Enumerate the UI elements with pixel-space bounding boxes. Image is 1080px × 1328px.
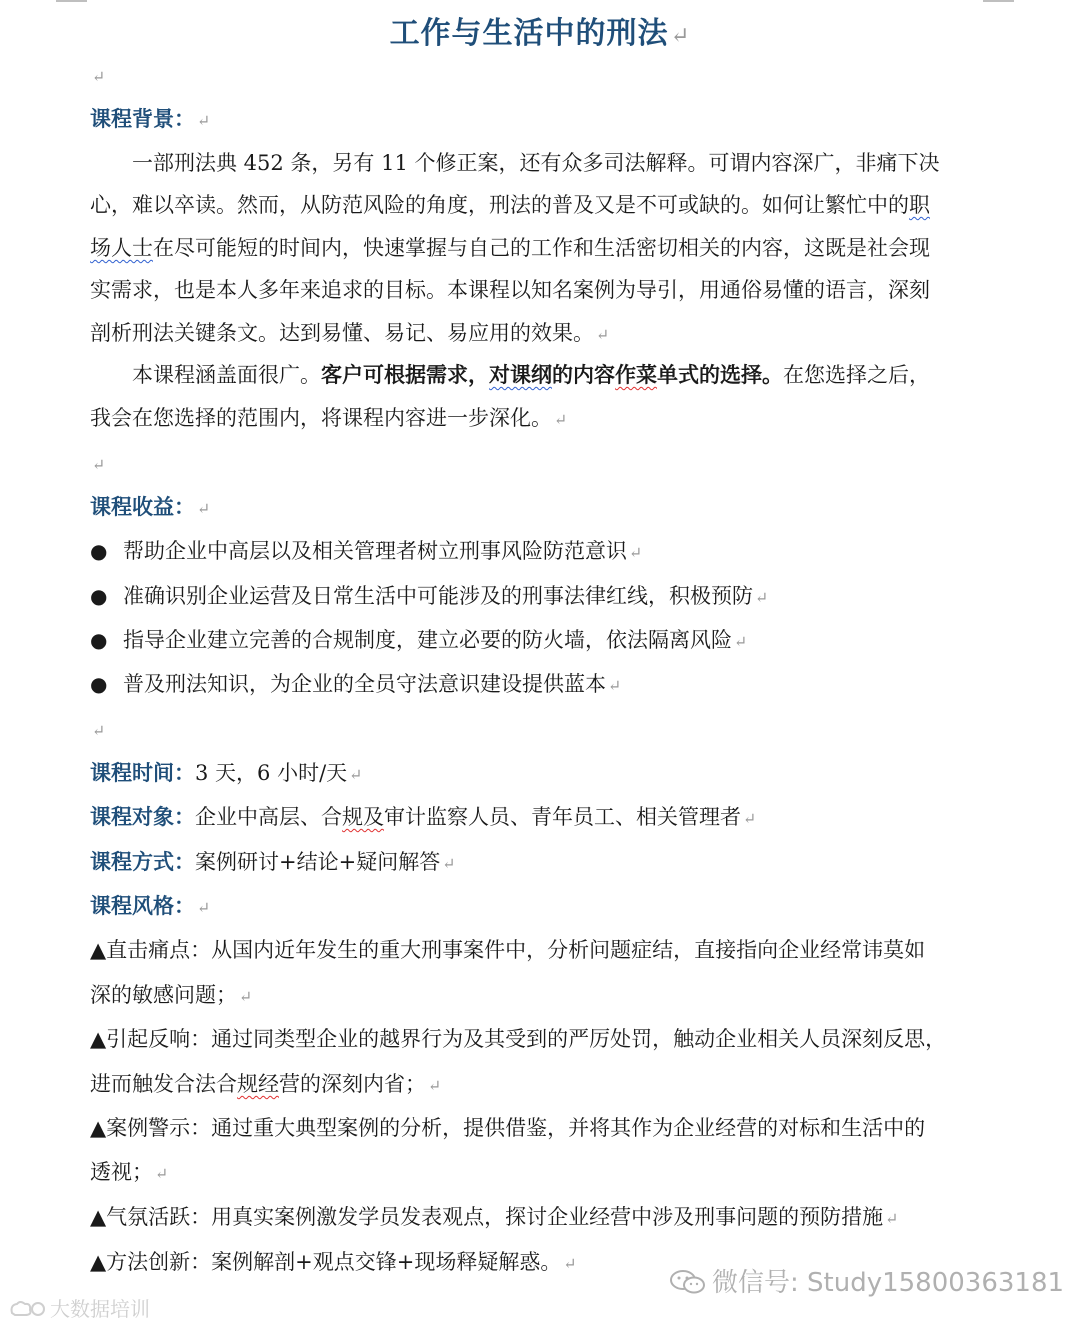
- style-item-line: 深的敏感问题； ↵: [90, 983, 253, 1007]
- paragraph-mark: ↵: [197, 898, 211, 917]
- paragraph-mark: ↵: [197, 499, 211, 518]
- benefit-item: ● 普及刑法知识，为企业的全员守法意识建设提供蓝本 ↵: [90, 669, 990, 701]
- paragraph-mark: ↵: [670, 23, 691, 49]
- site-watermark: 大数据培训: [8, 1293, 150, 1322]
- paragraph-mark: ↵: [92, 455, 106, 474]
- document-title: 工作与生活中的刑法↵: [389, 16, 691, 51]
- background-paragraph-line: 我会在您选择的范围内，将课程内容进一步深化。 ↵: [90, 406, 568, 430]
- style-item-line: ▲直击痛点：从国内近年发生的重大刑事案件中，分析问题症结，直接指向企业经常讳莫如: [90, 938, 926, 962]
- paragraph-mark: ↵: [428, 1076, 442, 1095]
- style-item-line: ▲方法创新：案例解剖+观点交锋+现场释疑解惑。 ↵: [90, 1250, 577, 1274]
- wechat-watermark: 微信号: Study15800363181: [668, 1262, 1064, 1299]
- background-paragraph-line: 场人士在尽可能短的时间内，快速掌握与自己的工作和生活密切相关的内容，这既是社会现: [90, 236, 930, 260]
- site-logo-icon: [8, 1299, 46, 1319]
- benefit-item: ● 帮助企业中高层以及相关管理者树立刑事风险防范意识 ↵: [90, 536, 990, 568]
- paragraph-mark: ↵: [349, 765, 363, 784]
- paragraph-mark: ↵: [608, 676, 622, 695]
- paragraph-mark: ↵: [563, 1254, 577, 1273]
- paragraph-mark: ↵: [92, 67, 106, 86]
- empty-paragraph: [90, 448, 990, 480]
- bullet-icon: ●: [90, 628, 108, 652]
- background-paragraph-line: 本课程涵盖面很广。客户可根据需求，对课纲的内容作菜单式的选择。在您选择之后，: [132, 362, 930, 387]
- bullet-icon: ●: [90, 672, 108, 696]
- paragraph-mark: ↵: [743, 809, 757, 828]
- bullet-icon: ●: [90, 539, 108, 563]
- course-audience: 课程对象：企业中高层、合规及审计监察人员、青年员工、相关管理者 ↵: [90, 804, 757, 829]
- background-paragraph-line: 剖析刑法关键条文。达到易懂、易记、易应用的效果。 ↵: [90, 321, 610, 345]
- paragraph-mark: ↵: [885, 1209, 899, 1228]
- wechat-icon: [668, 1269, 708, 1295]
- paragraph-mark: ↵: [239, 987, 253, 1006]
- empty-paragraph: [90, 60, 990, 92]
- paragraph-mark: ↵: [92, 721, 106, 740]
- background-paragraph-line: 心，难以卒读。然而，从防范风险的角度，刑法的普及又是不可或缺的。如何让繁忙中的职: [90, 193, 930, 217]
- benefit-item: ● 准确识别企业运营及日常生活中可能涉及的刑事法律红线，积极预防 ↵: [90, 581, 990, 613]
- paragraph-mark: ↵: [755, 588, 769, 607]
- benefit-item: ● 指导企业建立完善的合规制度，建立必要的防火墙，依法隔离风险 ↵: [90, 625, 990, 657]
- section-heading-style: 课程风格： ↵: [90, 893, 211, 918]
- bullet-icon: ●: [90, 584, 108, 608]
- style-item-line: ▲案例警示：通过重大典型案例的分析，提供借鉴，并将其作为企业经营的对标和生活中的: [90, 1116, 926, 1140]
- paragraph-mark: ↵: [596, 325, 610, 344]
- section-heading-benefits: 课程收益： ↵: [90, 494, 211, 519]
- paragraph-mark: ↵: [554, 410, 568, 429]
- page-corner-mark-right: [984, 0, 1014, 2]
- empty-paragraph: [90, 714, 990, 746]
- section-heading-background: 课程背景： ↵: [90, 106, 211, 131]
- background-paragraph-line: 实需求，也是本人多年来追求的目标。本课程以知名案例为导引，用通俗易懂的语言，深刻: [90, 278, 930, 302]
- style-item-line: ▲引起反响：通过同类型企业的越界行为及其受到的严厉处罚，触动企业相关人员深刻反思，: [90, 1027, 947, 1051]
- paragraph-mark: ↵: [442, 854, 456, 873]
- course-time: 课程时间：3 天，6 小时/天 ↵: [90, 760, 363, 785]
- style-item-line: ▲气氛活跃：用真实案例激发学员发表观点，探讨企业经营中涉及刑事问题的预防措施 ↵: [90, 1205, 899, 1229]
- paragraph-mark: ↵: [197, 111, 211, 130]
- page-corner-mark-left: [56, 0, 86, 2]
- style-item-line: 透视； ↵: [90, 1160, 169, 1184]
- course-method: 课程方式：案例研讨+结论+疑问解答 ↵: [90, 849, 456, 874]
- style-item-line: 进而触发合法合规经营的深刻内省； ↵: [90, 1072, 442, 1096]
- background-paragraph-line: 一部刑法典 452 条，另有 11 个修正案，还有众多司法解释。可谓内容深广，非痛下决: [132, 151, 940, 175]
- paragraph-mark: ↵: [734, 632, 748, 651]
- paragraph-mark: ↵: [155, 1164, 169, 1183]
- paragraph-mark: ↵: [629, 543, 643, 562]
